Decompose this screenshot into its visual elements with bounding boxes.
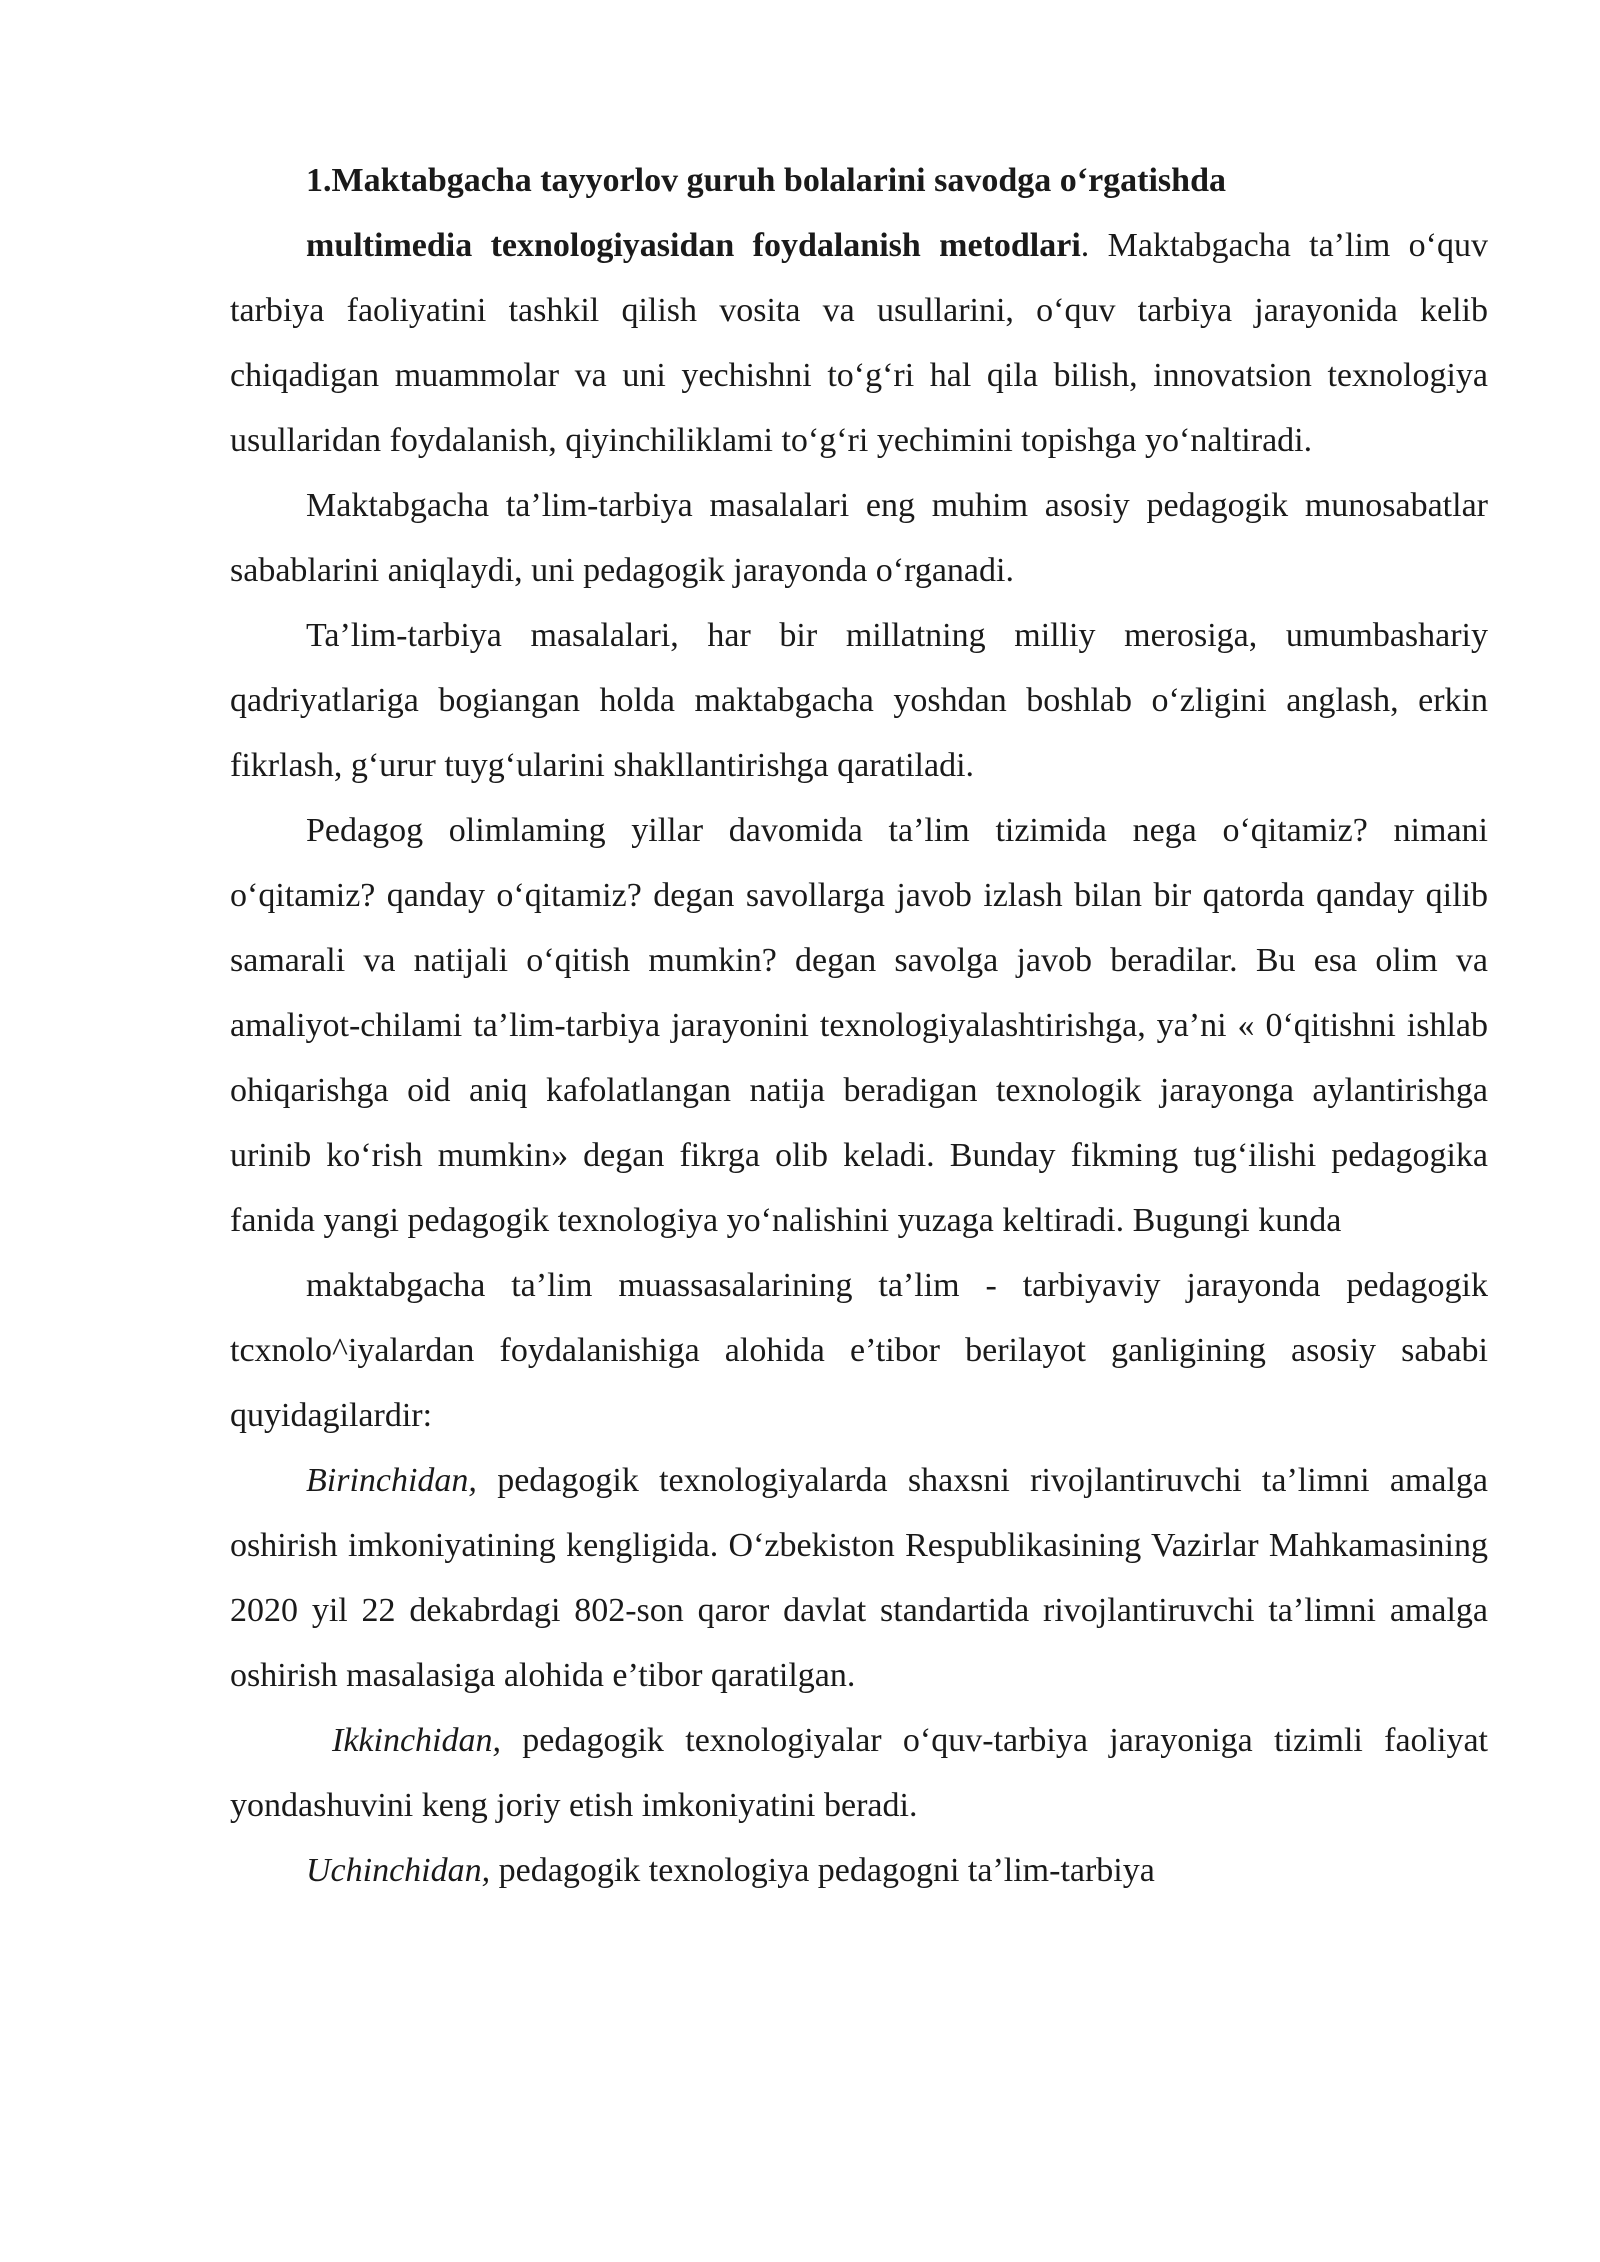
paragraph-7-lead: Uchinchidan, [306,1852,491,1889]
paragraph-6 [230,1708,1488,1838]
paragraph-5-text: pedagogik texnologiyalarda shaxsni rivojlantiruvchi ta’limni amalga oshirish imkoniyatining kengligida. O‘zbekiston Respublikasining Vazirlar Mahkamasining 2020 yil 22 dekabrdagi 802-son qaror davlat standartida rivojlantiruvchi ta’limni amalga oshirish masalasiga alohida e’tibor qaratilgan. [230,1462,1488,1694]
paragraph-1: Maktabgacha ta’lim-tarbiya masalalari eng muhim asosiy pedagogik munosabatlar sabablarini aniqlaydi, uni pedagogik jarayonda o‘rganadi. [230,487,1488,589]
paragraph-6-lead: Ikkinchidan, [332,1722,501,1759]
paragraph-5 [230,1448,1488,1708]
paragraph-3: Pedagog olimlaming yillar davomida ta’lim tizimida nega o‘qitamiz? nimani o‘qitamiz? qanday o‘qitamiz? degan savollarga javob izlash bilan bir qatorda qanday qilib samarali va natijali o‘qitish mumkin? degan savolga javob beradilar. Bu esa olim va amaliyot-chilami ta’lim-tarbiya jarayonini texnologiyalashtirishga, ya’ni « 0‘qitishni ishlab ohiqarishga oid aniq kafolatlangan natija beradigan texnologik jarayonga aylantirishga urinib ko‘rish mumkin» degan fikrga olib keladi. Bunday fikming tug‘ilishi pedagogika fanida yangi pedagogik texnologiya yo‘nalishini yuzaga keltiradi. Bugungi kunda [230,812,1488,1239]
section-heading: 1.Maktabgacha tayyorlov guruh bolalarini savodga o‘rgatishda [306,162,1226,199]
paragraph-7-text: pedagogik texnologiya pedagogni ta’lim-tarbiya [490,1852,1155,1889]
paragraph-7 [230,1838,1488,1903]
paragraph-2: Ta’lim-tarbiya masalalari, har bir millatning milliy merosiga, umumbashariy qadriyatlariga bogiangan holda maktabgacha yoshdan boshlab o‘zligini anglash, erkin fikrlash, g‘urur tuyg‘ularini shakllantirishga qaratiladi. [230,617,1488,784]
heading-paragraph [230,213,1488,473]
heading-paragraph-text: . Maktabgacha ta’lim o‘quv tarbiya faoliyatini tashkil qilish vosita va usullarini, o‘quv tarbiya jarayonida kelib chiqadigan muammolar va uni yechishni to‘g‘ri hal qila bilish, innovatsion texnologiya usullaridan foydalanish, qiyinchiliklami to‘g‘ri yechimini topishga yo‘naltiradi. [230,227,1489,459]
document-body [230,148,1488,1903]
paragraph-6-text: pedagogik texnologiyalar o‘quv-tarbiya jarayoniga tizimli faoliyat yondashuvini keng joriy etish imkoniyatini beradi. [230,1722,1488,1824]
paragraph-5-lead: Birinchidan, [306,1462,477,1499]
paragraph-4: maktabgacha ta’lim muassasalarining ta’lim - tarbiyaviy jarayonda pedagogik tcxnolo^iyalardan foydalanishiga alohida e’tibor berilayot ganligining asosiy sababi quyidagilardir: [230,1267,1488,1434]
section-heading-continuation: multimedia texnologiyasidan foydalanish metodlari [306,227,1081,264]
